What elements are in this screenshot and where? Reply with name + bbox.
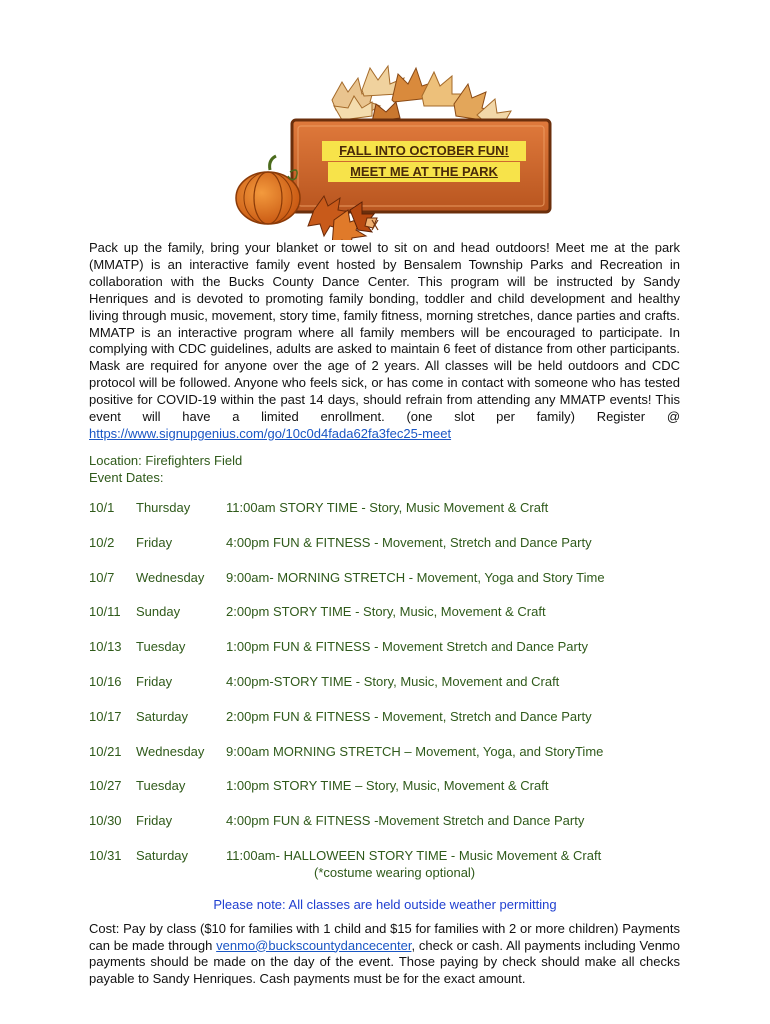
location-label: Location: Firefighters Field [89, 453, 243, 468]
schedule-row [89, 744, 689, 764]
intro-paragraph [89, 240, 680, 443]
register-prefix: Register @ [596, 409, 681, 425]
schedule-day: Wednesday [136, 743, 205, 759]
schedule-date: 10/21 [89, 743, 122, 759]
schedule-date: 10/13 [89, 639, 122, 655]
schedule-day: Thursday [136, 500, 191, 515]
schedule-day: Wednesday [136, 569, 205, 585]
schedule-row [89, 848, 689, 880]
schedule-day: Tuesday [136, 778, 186, 794]
schedule-event: 9:00am- MORNING STRETCH - Movement, Yoga and Story Time [226, 569, 605, 585]
schedule-row [89, 570, 689, 590]
weather-note: Please note: All classes are held outside weather permitting [213, 897, 557, 912]
cost-text-1: Cost: Pay by class ($10 for families with 1 child and $15 for families with 2 or more children) Payments can be made through [89, 921, 680, 953]
schedule-row [89, 639, 689, 659]
event-dates-label: Event Dates: [89, 470, 164, 485]
schedule-event: 11:00am STORY TIME - Story, Music Movement & Craft [226, 500, 549, 515]
schedule-day: Saturday [136, 848, 189, 863]
banner-line-2: MEET ME AT THE PARK [328, 162, 520, 182]
schedule-row [89, 813, 689, 833]
banner-line-1: FALL INTO OCTOBER FUN! [322, 141, 526, 161]
schedule-event: 9:00am MORNING STRETCH – Movement, Yoga, and StoryTime [226, 743, 604, 759]
schedule-date: 10/1 [89, 500, 115, 515]
schedule-date: 10/17 [89, 708, 122, 724]
schedule-day: Friday [136, 813, 173, 829]
schedule-date: 10/31 [89, 848, 122, 863]
schedule-date: 10/7 [89, 569, 115, 585]
schedule-event: 4:00pm FUN & FITNESS -Movement Stretch and Dance Party [226, 813, 585, 829]
schedule-row [89, 535, 689, 555]
banner-heading [322, 141, 526, 182]
schedule-day: Friday [136, 534, 173, 550]
schedule-row [89, 500, 689, 520]
schedule-event: 4:00pm FUN & FITNESS - Movement, Stretch and Dance Party [226, 534, 592, 550]
schedule-day: Sunday [136, 604, 181, 620]
location-block [89, 452, 242, 486]
intro-text: Pack up the family, bring your blanket or towel to sit on and head outdoors! Meet me at the park (MMATP) is an interactive family event hosted by Bensalem Township Parks and Recreation in collaboration with the Bucks County Dance Center. This program will be instructed by Sandy Henriques and is devoted to promoting family bonding, toddler and child development and healthy living through music, movement, story time, family fitness, morning stretches, dance parties and crafts. MMATP is an interactive program where all family members will be encouraged to participate. In complying with CDC guidelines, adults are asked to maintain 6 feet of distance from other participants. Mask are required for anyone over the age of 2 years. All classes will be held outdoors and CDC protocol will be followed. Anyone who feels sick, or has come in contact with someone who has tested positive for COVID-19 within the past 14 days, should refrain from attending any MMATP events! This event will have a limited enrollment. (one slot per family) [89, 240, 680, 425]
schedule-day: Friday [136, 674, 173, 689]
schedule-date: 10/16 [89, 674, 122, 689]
schedule-row [89, 604, 689, 624]
schedule-day: Saturday [136, 708, 189, 724]
schedule-event: 1:00pm FUN & FITNESS - Movement Stretch and Dance Party [226, 639, 588, 655]
schedule-date: 10/11 [89, 604, 121, 620]
schedule-day: Tuesday [136, 639, 186, 655]
schedule-event: 2:00pm STORY TIME - Story, Music, Movement & Craft [226, 604, 546, 620]
schedule-date: 10/2 [89, 534, 115, 550]
schedule-event: 11:00am- HALLOWEEN STORY TIME - Music Movement & Craft [226, 848, 602, 863]
pumpkin-icon [236, 156, 300, 224]
schedule-date: 10/27 [89, 778, 122, 794]
cost-paragraph [89, 921, 680, 987]
register-link[interactable]: https://www.signupgenius.com/go/10c0d4fada62fa3fec25-meet [89, 425, 452, 441]
schedule-row [89, 778, 689, 798]
schedule-row [89, 709, 689, 729]
cost-text-2: , check or cash. All payments including Venmo payments should be made on the day of the event. Those paying by check should make all checks payable to Sandy Henriques. Cash payments must be for the exact amount. [89, 937, 680, 986]
schedule-event: 4:00pm-STORY TIME - Story, Music, Movement and Craft [226, 674, 560, 689]
schedule-event: 1:00pm STORY TIME – Story, Music, Movement & Craft [226, 778, 549, 794]
schedule-event: 2:00pm FUN & FITNESS - Movement, Stretch and Dance Party [226, 708, 592, 724]
schedule-date: 10/30 [89, 813, 122, 829]
schedule-event-note: (*costume wearing optional) [314, 865, 476, 880]
venmo-link[interactable]: venmo@buckscountydancecenter [216, 937, 412, 953]
schedule-row [89, 674, 689, 694]
